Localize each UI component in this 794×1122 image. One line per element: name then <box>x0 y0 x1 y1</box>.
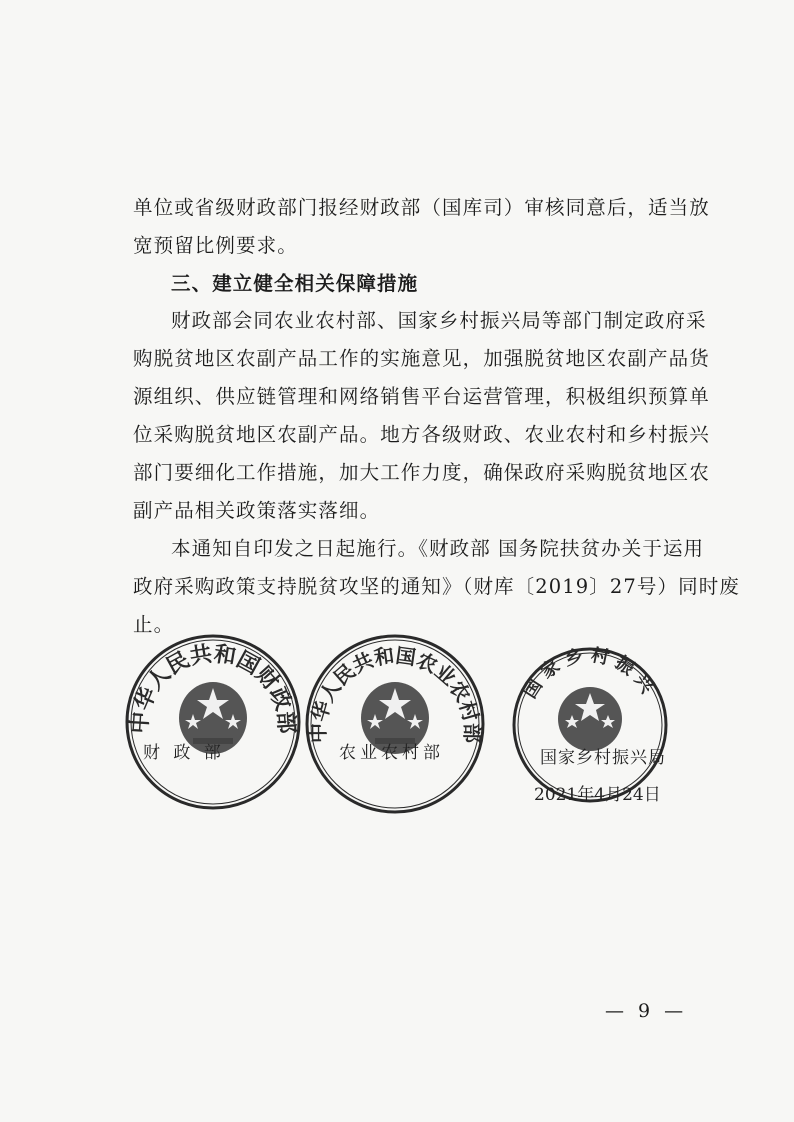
seal-3-org: 国家乡村振兴局 <box>540 748 666 768</box>
paragraph-1-line-2: 宽预留比例要求。 <box>133 234 298 257</box>
seal-emblem-icon <box>123 632 303 812</box>
seal-emblem-icon <box>303 632 487 816</box>
paragraph-2-line-6: 副产品相关政策落实落细。 <box>133 499 381 522</box>
paragraph-2-line-4: 位采购脱贫地区农副产品。地方各级财政、农业农村和乡村振兴 <box>133 423 710 446</box>
seal-ministry-of-agriculture <box>303 632 487 816</box>
seal-3-arc-text: 国家乡村振兴 <box>519 645 661 703</box>
seal-2-arc-text: 中华人民共和国农业农村部 <box>305 643 485 744</box>
section-heading: 三、建立健全相关保障措施 <box>171 272 419 295</box>
issue-date: 2021年4月24日 <box>534 785 661 805</box>
paragraph-3-line-3: 止。 <box>133 613 175 636</box>
seal-ministry-of-finance <box>123 632 303 812</box>
paragraph-2-line-2: 购脱贫地区农副产品工作的实施意见，加强脱贫地区农副产品货 <box>133 347 710 370</box>
paragraph-2-line-5: 部门要细化工作措施，加大工作力度，确保政府采购脱贫地区农 <box>133 461 710 484</box>
seal-2-org: 农业农村部 <box>339 743 444 763</box>
paragraph-2-line-1: 财政部会同农业农村部、国家乡村振兴局等部门制定政府采 <box>171 309 707 332</box>
paragraph-1-line-1: 单位或省级财政部门报经财政部（国库司）审核同意后，适当放 <box>133 196 710 219</box>
seal-1-org: 财 政 部 <box>143 743 225 763</box>
paragraph-3-line-2: 政府采购政策支持脱贫攻坚的通知》（财库〔2019〕27号）同时废 <box>133 575 740 598</box>
seal-1-arc-text: 中华人民共和国财政部 <box>127 641 299 735</box>
paragraph-2-line-3: 源组织、供应链管理和网络销售平台运营管理，积极组织预算单 <box>133 385 710 408</box>
page-number: — 9 — <box>605 1000 688 1022</box>
paragraph-3-line-1: 本通知自印发之日起施行。《财政部 国务院扶贫办关于运用 <box>171 537 705 560</box>
